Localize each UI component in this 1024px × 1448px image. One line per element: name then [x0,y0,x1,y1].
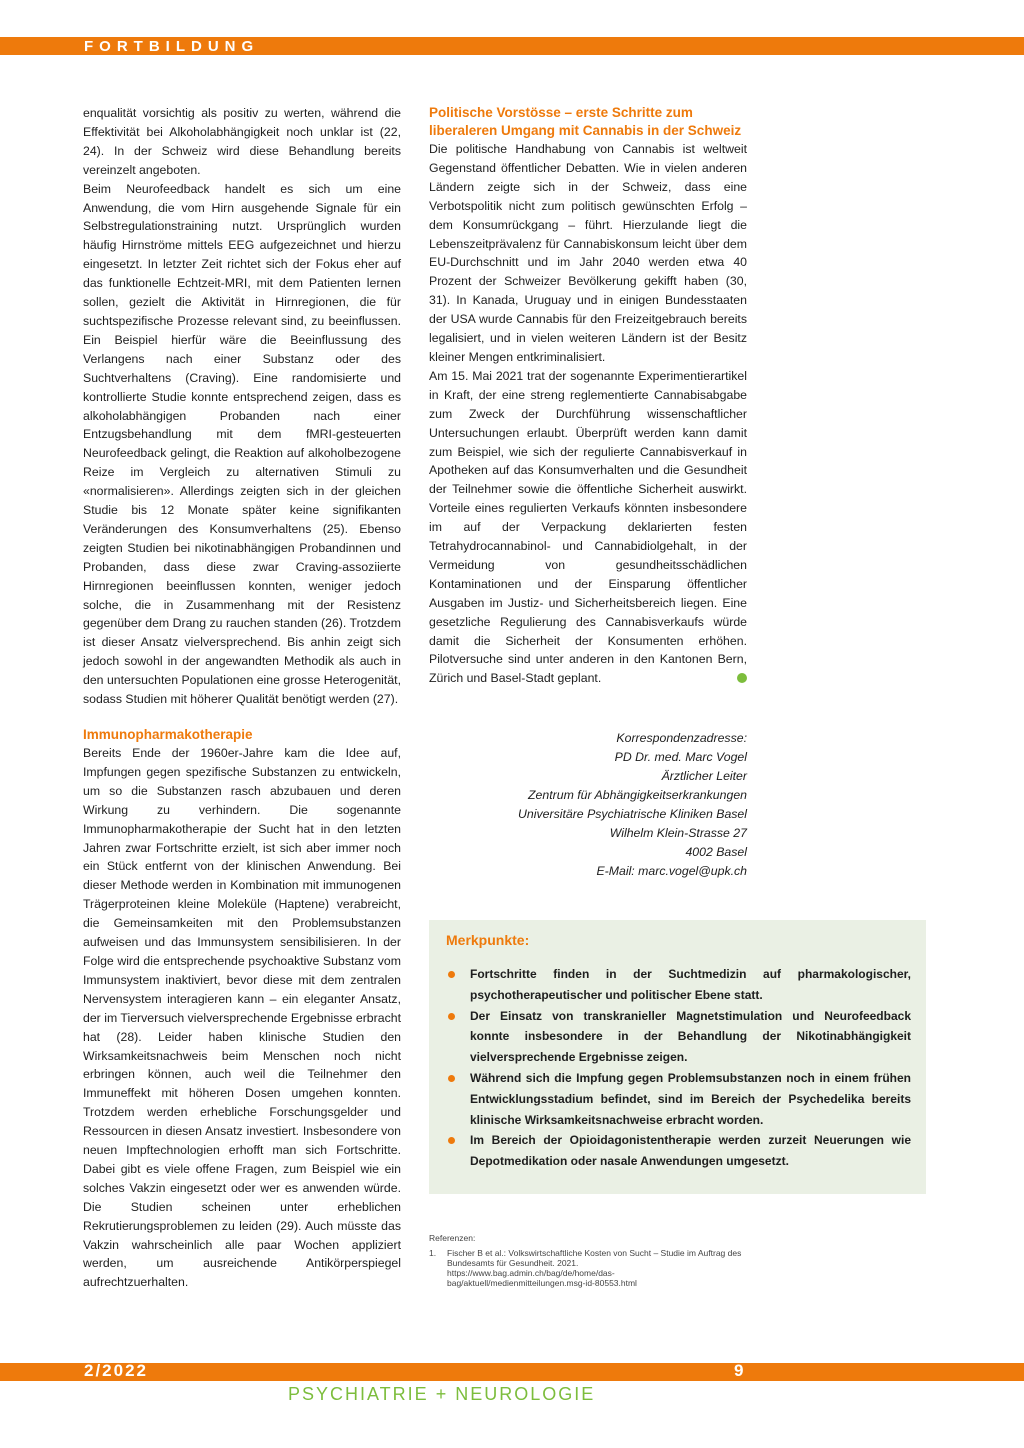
list-item [445,1068,911,1130]
section-heading-politische-vorstoesse: Politische Vorstösse – erste Schritte zum liberaleren Umgang mit Cannabis in der Schweiz [429,105,742,138]
reference-text: Fischer B et al.: Volkswirtschaftliche Kosten von Sucht – Studie im Auftrag des Bundesamts für Gesundheit. 2021. https://www.bag.admin.ch/bag/de/home/das-bag/aktuell/medienmitteilungen.msg-id-80553.html [447,1248,742,1288]
references [429,1233,747,1288]
footer-bar [0,1363,1024,1381]
contact-clinic: Universitäre Psychiatrische Kliniken Basel [518,807,747,821]
bullet-icon [448,1137,455,1144]
merkpunkte-box [429,920,926,1194]
bullet-icon [448,1013,455,1020]
list-item-text: Der Einsatz von transkranieller Magnetstimulation und Neurofeedback konnte insbesondere in der Behandlung der Nikotinabhängigkeit vielversprechende Ergebnisse zeigen. [470,1008,911,1065]
right-column [429,104,747,688]
bullet-icon [448,1075,455,1082]
paragraph: Beim Neurofeedback handelt es sich um eine Anwendung, die vom Hirn ausgehende Signale für ein Selbstregulationstraining nutzt. Ursprünglich wurden häufig Hirnströme mittels EEG aufgezeichnet und hierzu eingesetzt. In letzter Zeit richtet sich der Fokus eher auf das funktionelle Echtzeit-MRI, mit dem Patienten lernen sollen, gezielt die Aktivität in Hirnregionen, die für suchtspezifische Prozesse relevant sind, zu beeinflussen. Ein Beispiel hierfür wäre die Beeinflussung des Verlangens nach einer Substanz oder des Suchtverhaltens (Craving). Eine randomisierte und kontrollierte Studie konnte entsprechend zeigen, dass es alkoholabhängigen Probanden nach einer Entzugsbehandlung mit dem fMRI-gesteuerten Neurofeedback gelingt, die Reaktion auf alkoholbezogene Reize im Vergleich zu alternativen Stimuli zu «normalisieren». Allerdings zeigten sich in der gleichen Studie bis 12 Monate später keine signifikanten Veränderungen des Konsumverhaltens (25). Ebenso zeigten Studien bei nikotinabhängigen Probandinnen und Probanden, dass diese zwar Craving-assoziierte Hirnregionen beeinflussen konnten, weniger jedoch solche, die in Zusammenhang mit der Resistenz gegenüber dem Drang zu rauchen standen (26). Trotzdem ist dieser Ansatz vielversprechend. Bis anhin zeigt sich jedoch sowohl in der angewandten Methodik als auch in den untersuchten Populationen eine grosse Heterogenität, sodass Studien mit höherer Qualität benötigt werden (27). [83,181,401,707]
paragraph: Die politische Handhabung von Cannabis ist weltweit Gegenstand öffentlicher Debatten. Wie in vielen anderen Ländern zeigte sich in der Schweiz, dass eine Verbotspolitik nicht zum politisch gewünschten Erfolg – dem Konsumrückgang – führt. Hierzulande liegt die Lebenszeitprävalenz für Cannabiskonsum leicht über dem EU-Durchschnitt und im Jahr 2040 werden etwa 40 Prozent der Schweizer Bevölkerung gekifft haben (30, 31). In Kanada, Uruguay und in einigen Bundesstaaten der USA wurde Cannabis für den Freizeitgebrauch bereits legalisiert, und in vielen weiteren Ländern ist der Besitz kleiner Mengen entkriminalisiert. [429,142,747,364]
contact-center: Zentrum für Abhängigkeitserkrankungen [528,788,747,802]
list-item-text: Im Bereich der Opioidagonistentherapie werden zurzeit Neuerungen wie Depotmedikation oder nasale Anwendungen umgesetzt. [470,1133,911,1169]
issue-number: 2/2022 [84,1361,148,1380]
section-label: FORTBILDUNG [84,38,260,55]
paragraph: enqualität vorsichtig als positiv zu werten, während die Effektivität bei Alkoholabhängigkeit noch unklar ist (22, 24). In der Schweiz wird diese Behandlung bereits vereinzelt angeboten. [83,106,401,177]
end-of-article-dot-icon [737,673,747,683]
reference-item [429,1248,747,1288]
paragraph: Bereits Ende der 1960er-Jahre kam die Idee auf, Impfungen gegen spezifische Substanzen zu entwickeln, um so die Substanzen rasch abzubauen und deren Wirkung zu verhindern. Die sogenannte Immunopharmakotherapie der Sucht hat in den letzten Jahren zwar Fortschritte erzielt, ist sich aber immer noch ein Stück entfernt von der klinischen Anwendung. Bei dieser Methode werden in Kombination mit immunogenen Trägerproteinen kleine Moleküle (Haptene) verabreicht, die Gemeinsamkeiten mit den Problemsubstanzen aufweisen und das Immunsystem sensibilisieren. In der Folge wird die entsprechende psychoaktive Substanz vom Immunsystem inaktiviert, bevor diese mit dem zentralen Nervensystem interagieren kann – ein eleganter Ansatz, der im Tierversuch vielversprechende Ergebnisse erbracht hat (28). Leider haben klinische Studien den Wirksamkeitsnachweis beim Menschen noch nicht erbringen können, auch weil die Teilnehmer den Immuneffekt mit höheren Dosen umgehen konnten. Trotzdem werden erhebliche Forschungsgelder und Ressourcen in diesen Ansatz investiert. Insbesondere von neuen Impftechnologien erhofft man sich Fortschritte. Dabei gibt es viele offene Fragen, zum Beispiel wie ein solches Vakzin eingesetzt oder wer es anwenden würde. Die Studien scheinen unter erheblichen Rekrutierungsproblemen zu leiden (29). Auch müsste das Vakzin wahrscheinlich alle paar Wochen appliziert werden, um ausreichende Antikörperspiegel aufrechtzuerhalten. [83,746,401,1290]
contact-email[interactable]: E-Mail: marc.vogel@upk.ch [596,864,747,878]
bullet-icon [448,971,455,978]
merkpunkte-list [445,964,911,1172]
list-item [445,1130,911,1172]
journal-name: PSYCHIATRIE + NEUROLOGIE [288,1384,596,1404]
references-label: Referenzen: [429,1233,476,1243]
list-item [445,1006,911,1068]
list-item-text: Während sich die Impfung gegen Problemsubstanzen noch in einem frühen Entwicklungsstadium befindet, sind im Bereich der Psychedelika bereits klinische Wirksamkeitsnachweise erbracht worden. [470,1070,911,1127]
contact-role: Ärztlicher Leiter [661,769,747,783]
contact-label: Korrespondenzadresse: [616,731,747,745]
paragraph-text: Am 15. Mai 2021 trat der sogenannte Experimentierartikel in Kraft, der eine streng reglementierte Cannabisabgabe zum Zweck der Durchführung wissenschaftlicher Untersuchungen erlaubt. Überprüft werden kann damit zum Beispiel, wie sich der regulierte Cannabisverkauf in Apotheken auf das Konsumverhalten und die Gesundheit der Teilnehmer sowie die öffentliche Sicherheit auswirkt. Vorteile eines regulierten Verkaufs könnten insbesondere im auf der Verpackung deklarierten festen Tetrahydrocannabinol- und Cannabidiolgehalt, in der Vermeidung von gesundheitsschädlichen Kontaminationen und der Einsparung öffentlicher Ausgaben im Justiz- und Sicherheitsbereich liegen. Eine gesetzliche Regulierung des Cannabisverkaufs würde damit die Sicherheit der Konsumenten erhöhen. Pilotversuche sind unter anderen in den Kantonen Bern, Zürich und Basel-Stadt geplant. [429,368,747,686]
left-column [83,104,401,1292]
paragraph [429,367,747,688]
merkpunkte-title: Merkpunkte: [446,932,530,948]
page-number: 9 [734,1361,744,1380]
reference-number: 1. [429,1248,437,1258]
section-heading-immunopharmakotherapie: Immunopharmakotherapie [83,727,253,742]
list-item-text: Fortschritte finden in der Suchtmedizin auf pharmakologischer, psychotherapeutischer und politischer Ebene statt. [470,967,911,1002]
contact-city: 4002 Basel [685,845,747,859]
list-item [445,964,911,1006]
contact-name: PD Dr. med. Marc Vogel [614,750,747,764]
correspondence-address [429,729,747,881]
contact-street: Wilhelm Klein-Strasse 27 [609,826,747,840]
